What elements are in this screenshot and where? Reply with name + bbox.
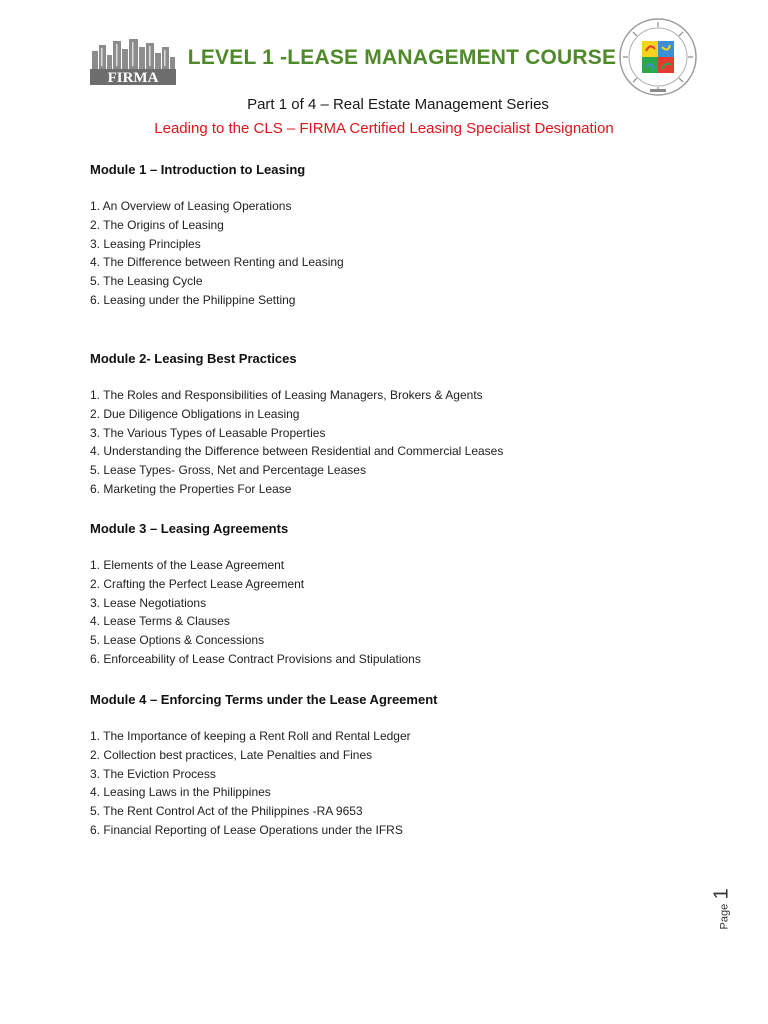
page-value: 1 [710, 888, 733, 900]
list-item: 2. Due Diligence Obligations in Leasing [90, 406, 300, 421]
module-4-list [90, 727, 437, 840]
list-item: 2. Collection best practices, Late Penalties and Fines [90, 747, 373, 762]
list-item: 3. The Eviction Process [90, 766, 216, 781]
list-item: 4. Lease Terms & Clauses [90, 614, 230, 629]
list-item: 3. The Various Types of Leasable Properties [90, 425, 326, 440]
module-3-list [90, 556, 421, 669]
page-label: Page [718, 903, 731, 930]
designation-tagline: Leading to the CLS – FIRMA Certified Leasing Specialist Designation [154, 120, 614, 137]
module-2-section [90, 351, 503, 499]
series-subtitle: Part 1 of 4 – Real Estate Management Series [247, 96, 549, 113]
list-item: 1. The Importance of keeping a Rent Roll and Rental Ledger [90, 729, 411, 743]
module-3-heading: Module 3 – Leasing Agreements [90, 521, 289, 536]
list-item: 6. Financial Reporting of Lease Operations under the IFRS [90, 822, 403, 837]
module-1-section [90, 162, 344, 310]
module-2-list [90, 386, 503, 499]
list-item: 6. Enforceability of Lease Contract Provisions and Stipulations [90, 651, 421, 666]
list-item: 4. Leasing Laws in the Philippines [90, 785, 271, 800]
list-item: 5. Lease Options & Concessions [90, 633, 265, 648]
list-item: 5. The Rent Control Act of the Philippines -RA 9653 [90, 804, 363, 819]
list-item: 4. The Difference between Renting and Leasing [90, 255, 344, 270]
course-title: LEVEL 1 -LEASE MANAGEMENT COURSE [187, 46, 617, 69]
module-1-list [90, 197, 344, 310]
list-item: 2. The Origins of Leasing [90, 217, 224, 232]
module-3-section [90, 521, 421, 669]
module-4-section [90, 692, 437, 840]
list-item: 3. Leasing Principles [90, 236, 201, 251]
module-4-heading: Module 4 – Enforcing Terms under the Lease Agreement [90, 692, 438, 707]
list-item: 1. Elements of the Lease Agreement [90, 558, 285, 572]
list-item: 1. An Overview of Leasing Operations [90, 199, 292, 213]
list-item: 5. The Leasing Cycle [90, 274, 203, 289]
module-1-heading: Module 1 – Introduction to Leasing [90, 162, 306, 177]
page-number [712, 880, 732, 930]
list-item: 3. Lease Negotiations [90, 595, 207, 610]
list-item: 2. Crafting the Perfect Lease Agreement [90, 576, 305, 591]
list-item: 4. Understanding the Difference between Residential and Commercial Leases [90, 444, 504, 459]
list-item: 1. The Roles and Responsibilities of Leasing Managers, Brokers & Agents [90, 388, 483, 402]
list-item: 5. Lease Types- Gross, Net and Percentage Leases [90, 463, 366, 478]
firma-logo-text: FIRMA [107, 70, 159, 85]
list-item: 6. Leasing under the Philippine Setting [90, 292, 296, 307]
module-2-heading: Module 2- Leasing Best Practices [90, 351, 297, 366]
list-item: 6. Marketing the Properties For Lease [90, 481, 292, 496]
